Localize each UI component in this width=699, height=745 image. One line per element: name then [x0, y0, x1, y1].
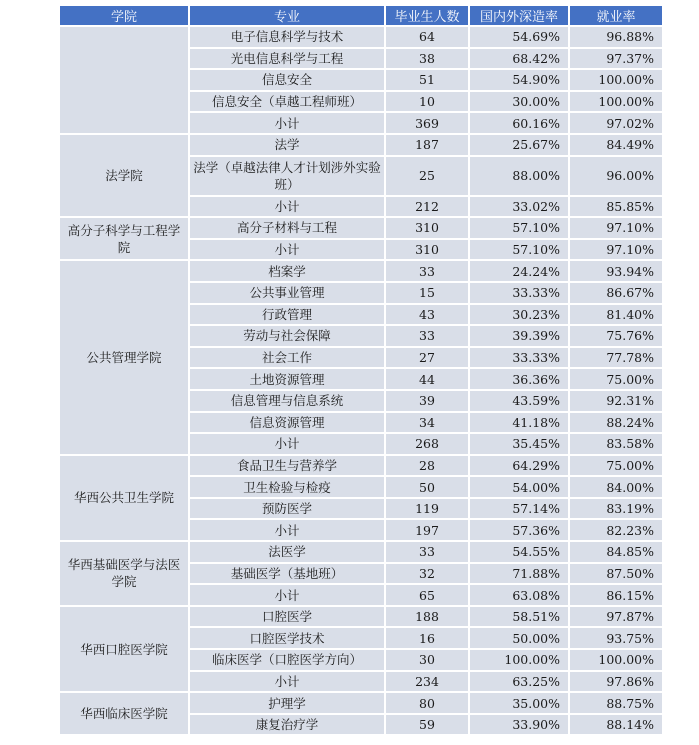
graduates-cell: 80 [386, 693, 468, 713]
graduates-cell: 33 [386, 542, 468, 562]
table-row [60, 261, 662, 281]
further-study-rate-cell: 30.00% [470, 92, 568, 112]
graduates-cell: 33 [386, 261, 468, 281]
table-row [60, 218, 662, 238]
header-employment-rate: 就业率 [570, 6, 662, 25]
major-cell: 社会工作 [190, 348, 384, 368]
employment-rate-cell: 83.58% [570, 434, 662, 454]
graduates-cell: 27 [386, 348, 468, 368]
major-cell: 法医学 [190, 542, 384, 562]
college-cell: 华西口腔医学院 [60, 607, 188, 691]
graduates-cell: 234 [386, 672, 468, 692]
table-row [60, 135, 662, 155]
college-cell: 高分子科学与工程学院 [60, 218, 188, 259]
employment-rate-cell: 88.14% [570, 715, 662, 735]
employment-rate-cell: 96.00% [570, 157, 662, 195]
major-cell: 口腔医学技术 [190, 628, 384, 648]
major-cell: 护理学 [190, 693, 384, 713]
major-cell: 信息安全 [190, 70, 384, 90]
header-row [60, 6, 662, 25]
graduates-cell: 33 [386, 326, 468, 346]
major-cell: 档案学 [190, 261, 384, 281]
major-cell: 行政管理 [190, 305, 384, 325]
further-study-rate-cell: 63.25% [470, 672, 568, 692]
employment-rate-cell: 82.23% [570, 520, 662, 540]
graduates-cell: 187 [386, 135, 468, 155]
employment-rate-cell: 97.86% [570, 672, 662, 692]
further-study-rate-cell: 33.33% [470, 348, 568, 368]
employment-rate-cell: 100.00% [570, 92, 662, 112]
further-study-rate-cell: 35.00% [470, 693, 568, 713]
major-cell: 法学（卓越法律人才计划涉外实验班） [190, 157, 384, 195]
employment-rate-cell: 92.31% [570, 391, 662, 411]
graduates-cell: 51 [386, 70, 468, 90]
college-cell: 法学院 [60, 135, 188, 216]
major-cell: 小计 [190, 197, 384, 217]
graduates-cell: 16 [386, 628, 468, 648]
employment-rate-cell: 75.00% [570, 369, 662, 389]
major-cell: 信息安全（卓越工程师班） [190, 92, 384, 112]
further-study-rate-cell: 30.23% [470, 305, 568, 325]
graduates-cell: 212 [386, 197, 468, 217]
employment-rate-cell: 75.76% [570, 326, 662, 346]
employment-rate-cell: 84.49% [570, 135, 662, 155]
header-further-study-rate: 国内外深造率 [470, 6, 568, 25]
employment-rate-cell: 97.10% [570, 240, 662, 260]
major-cell: 小计 [190, 434, 384, 454]
further-study-rate-cell: 33.02% [470, 197, 568, 217]
graduates-cell: 25 [386, 157, 468, 195]
employment-rate-cell: 84.85% [570, 542, 662, 562]
major-cell: 小计 [190, 585, 384, 605]
further-study-rate-cell: 54.69% [470, 27, 568, 47]
table-row [60, 456, 662, 476]
further-study-rate-cell: 36.36% [470, 369, 568, 389]
graduates-cell: 50 [386, 477, 468, 497]
graduates-cell: 38 [386, 49, 468, 69]
employment-rate-cell: 100.00% [570, 650, 662, 670]
further-study-rate-cell: 33.33% [470, 283, 568, 303]
graduates-cell: 369 [386, 113, 468, 133]
table-row [60, 693, 662, 713]
graduates-cell: 310 [386, 240, 468, 260]
table-body [60, 27, 662, 734]
college-cell: 华西临床医学院 [60, 693, 188, 734]
further-study-rate-cell: 33.90% [470, 715, 568, 735]
graduates-cell: 59 [386, 715, 468, 735]
graduates-cell: 43 [386, 305, 468, 325]
graduates-cell: 32 [386, 564, 468, 584]
graduates-cell: 310 [386, 218, 468, 238]
graduate-stats-table-wrapper [58, 4, 660, 736]
graduates-cell: 268 [386, 434, 468, 454]
employment-rate-cell: 97.87% [570, 607, 662, 627]
further-study-rate-cell: 57.10% [470, 218, 568, 238]
table-row [60, 542, 662, 562]
further-study-rate-cell: 35.45% [470, 434, 568, 454]
header-graduates: 毕业生人数 [386, 6, 468, 25]
major-cell: 土地资源管理 [190, 369, 384, 389]
further-study-rate-cell: 25.67% [470, 135, 568, 155]
major-cell: 食品卫生与营养学 [190, 456, 384, 476]
further-study-rate-cell: 88.00% [470, 157, 568, 195]
further-study-rate-cell: 68.42% [470, 49, 568, 69]
employment-rate-cell: 84.00% [570, 477, 662, 497]
major-cell: 小计 [190, 113, 384, 133]
graduates-cell: 10 [386, 92, 468, 112]
major-cell: 高分子材料与工程 [190, 218, 384, 238]
college-cell [60, 27, 188, 133]
major-cell: 信息资源管理 [190, 413, 384, 433]
employment-rate-cell: 97.37% [570, 49, 662, 69]
employment-rate-cell: 75.00% [570, 456, 662, 476]
college-cell: 公共管理学院 [60, 261, 188, 453]
employment-rate-cell: 93.94% [570, 261, 662, 281]
employment-rate-cell: 96.88% [570, 27, 662, 47]
major-cell: 预防医学 [190, 499, 384, 519]
further-study-rate-cell: 57.10% [470, 240, 568, 260]
employment-rate-cell: 81.40% [570, 305, 662, 325]
further-study-rate-cell: 58.51% [470, 607, 568, 627]
major-cell: 电子信息科学与技术 [190, 27, 384, 47]
employment-rate-cell: 88.24% [570, 413, 662, 433]
employment-rate-cell: 97.02% [570, 113, 662, 133]
major-cell: 法学 [190, 135, 384, 155]
employment-rate-cell: 77.78% [570, 348, 662, 368]
employment-rate-cell: 83.19% [570, 499, 662, 519]
header-major: 专业 [190, 6, 384, 25]
further-study-rate-cell: 43.59% [470, 391, 568, 411]
graduates-cell: 197 [386, 520, 468, 540]
major-cell: 小计 [190, 520, 384, 540]
employment-rate-cell: 85.85% [570, 197, 662, 217]
major-cell: 光电信息科学与工程 [190, 49, 384, 69]
major-cell: 小计 [190, 672, 384, 692]
graduates-cell: 39 [386, 391, 468, 411]
employment-rate-cell: 97.10% [570, 218, 662, 238]
further-study-rate-cell: 54.00% [470, 477, 568, 497]
further-study-rate-cell: 54.55% [470, 542, 568, 562]
graduate-stats-table [58, 4, 664, 736]
further-study-rate-cell: 60.16% [470, 113, 568, 133]
further-study-rate-cell: 63.08% [470, 585, 568, 605]
employment-rate-cell: 93.75% [570, 628, 662, 648]
graduates-cell: 119 [386, 499, 468, 519]
further-study-rate-cell: 100.00% [470, 650, 568, 670]
major-cell: 口腔医学 [190, 607, 384, 627]
graduates-cell: 15 [386, 283, 468, 303]
major-cell: 劳动与社会保障 [190, 326, 384, 346]
major-cell: 信息管理与信息系统 [190, 391, 384, 411]
college-cell: 华西基础医学与法医学院 [60, 542, 188, 605]
graduates-cell: 30 [386, 650, 468, 670]
graduates-cell: 34 [386, 413, 468, 433]
major-cell: 基础医学（基地班） [190, 564, 384, 584]
major-cell: 康复治疗学 [190, 715, 384, 735]
further-study-rate-cell: 41.18% [470, 413, 568, 433]
graduates-cell: 44 [386, 369, 468, 389]
header-college: 学院 [60, 6, 188, 25]
major-cell: 公共事业管理 [190, 283, 384, 303]
college-cell: 华西公共卫生学院 [60, 456, 188, 540]
major-cell: 小计 [190, 240, 384, 260]
further-study-rate-cell: 71.88% [470, 564, 568, 584]
further-study-rate-cell: 57.36% [470, 520, 568, 540]
table-row [60, 27, 662, 47]
further-study-rate-cell: 64.29% [470, 456, 568, 476]
graduates-cell: 188 [386, 607, 468, 627]
further-study-rate-cell: 24.24% [470, 261, 568, 281]
major-cell: 临床医学（口腔医学方向） [190, 650, 384, 670]
graduates-cell: 28 [386, 456, 468, 476]
graduates-cell: 65 [386, 585, 468, 605]
employment-rate-cell: 86.15% [570, 585, 662, 605]
further-study-rate-cell: 39.39% [470, 326, 568, 346]
major-cell: 卫生检验与检疫 [190, 477, 384, 497]
employment-rate-cell: 86.67% [570, 283, 662, 303]
employment-rate-cell: 87.50% [570, 564, 662, 584]
graduates-cell: 64 [386, 27, 468, 47]
further-study-rate-cell: 54.90% [470, 70, 568, 90]
employment-rate-cell: 100.00% [570, 70, 662, 90]
further-study-rate-cell: 50.00% [470, 628, 568, 648]
employment-rate-cell: 88.75% [570, 693, 662, 713]
table-row [60, 607, 662, 627]
further-study-rate-cell: 57.14% [470, 499, 568, 519]
